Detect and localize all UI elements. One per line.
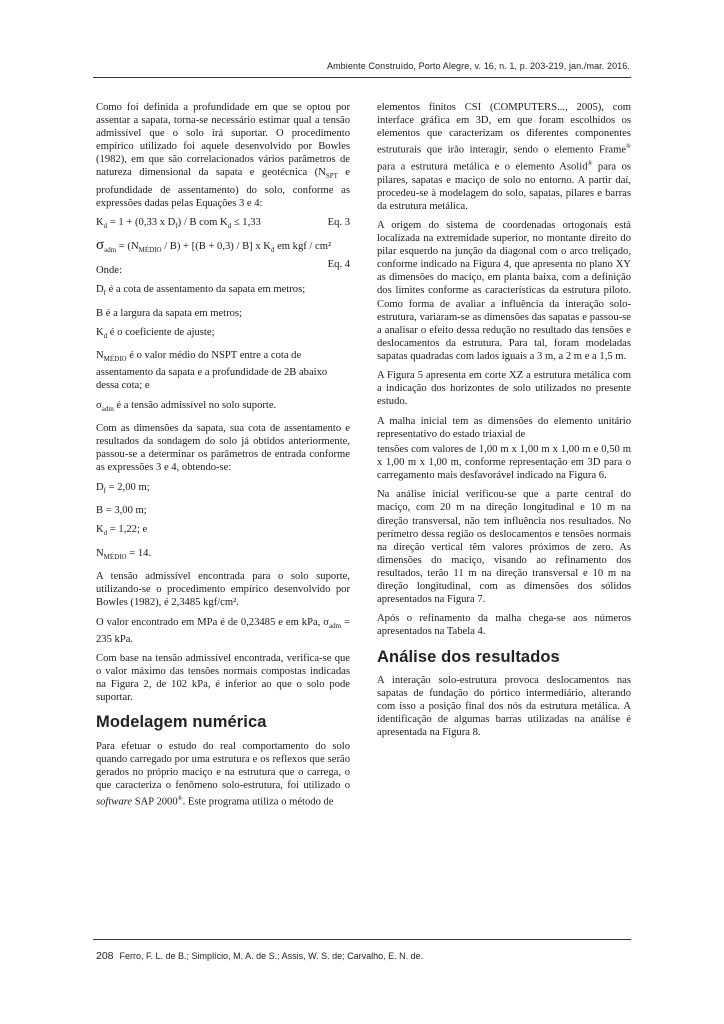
equation-number: Eq. 4 [327,258,350,270]
definition: $D_f$ é a cota de assentamento da sapata em metros; [96,284,306,298]
footer [96,950,423,962]
page-number: 208 [96,950,114,962]
paragraph: Com as dimensões da sapata, sua cota de assentamento e resultados da sondagem do solo já obtidos anteriormente, passou-se a determinar os parâmetros de entrada conforme as expressões 3 e 4, obtendo-se: [96,423,350,474]
running-head: Ambiente Construído, Porto Alegre, v. 16, n. 1, p. 203-219, jan./mar. 2016. [326,61,630,71]
definition: B é a largura da sapata em metros; [96,307,243,319]
header-rule [93,77,631,78]
paragraph: Com base na tensão admissível encontrada, verifica-se que o valor máximo das tensões normais compostas indicadas na Figura 2, de 102 kPa, é inferior ao que o solo pode suportar. [96,653,350,704]
value: $N_{MÉDIO} = 14$. [96,547,152,561]
equation-3: $K_d = 1 + (0,33$ x $D_f$) / B com $K_d \le 1,33$ Eq. 3 [96,216,350,233]
paragraph: A Figura 5 apresenta em corte XZ a estrutura metálica com a indicação dos horizontes de solo utilizados no presente estudo. [377,370,631,408]
section-heading-modelagem: Modelagem numérica [96,713,267,732]
paragraph: Para efetuar o estudo do real comportamento do solo quando carregado por uma estrutura e os reflexos que serão gerados no próprio maciço e na estrutura que o carrega, o que caracteriza o fenômeno solo-estrutura, foi utilizado o software SAP 2000®. Este programa utiliza o método de [96,740,350,808]
paragraph: Na análise inicial verificou-se que a parte central do maciço, com 20 m na direção longitudinal e 10 m na direção transversal, não tem influência nos resultados. No perímetro dessa região os deslocamentos e tensões normais na direção vertical têm valores próximos de zero. As dimensões do maciço, visando ao refinamento dos resultados, terão 11 m na direção transversal e 10 m na direção longitudinal, com as dimensões dos sólidos apresentados na Figura 7. [377,489,631,606]
value: $K_d = 1,22$; e [96,524,148,538]
paragraph: A tensão admissível encontrada para o solo suporte, utilizando-se o procedimento empírico desenvolvido por Bowles (1982), é 2,3485 kgf/cm². [96,571,350,609]
paragraph: O valor encontrado em MPa é de 0,23485 e em kPa, $\sigma_{adm} = 235$ kPa. [96,616,351,645]
paragraph: Onde: [96,264,122,276]
equation-number: Eq. 3 [327,217,350,229]
equation-4: $\sigma_{adm} = (N_{MÉDIO} / B) + [(B + 0,3) / B]$ x $K_d$ em kgf / cm² Eq. 4 [96,237,350,270]
paragraph: tensões com valores de 1,00 m x 1,00 m x 1,00 m e 0,50 m x 1,00 m x 1,00 m, conforme representação em 3D para o carregamento mais desfavorável indicado na Figura 6. [377,443,631,482]
paragraph: A malha inicial tem as dimensões do elemento unitário representativo do estado triaxial de [377,415,631,440]
definition: $\sigma_{adm}$ é a tensão admissível no solo suporte. [96,399,277,413]
definition: $K_d$ é o coeficiente de ajuste; [96,326,215,340]
definition: $N_{MÉDIO}$ é o valor médio do NSPT entre a cota de assentamento da sapata e a profundidade de 2B abaixo dessa cota; e [96,350,328,392]
footer-rule [93,939,631,940]
footer-authors: Ferro, F. L. de B.; Simplício, M. A. de S.; Assis, W. S. de; Carvalho, E. N. de. [119,951,424,961]
right-column [377,101,631,745]
left-column [96,101,350,815]
paragraph: elementos finitos CSI (COMPUTERS..., 2005), com interface gráfica em 3D, em que foram escolhidos os elementos que caracterizam os diferentes componentes estruturais que irão interagir, sendo o elemento Frame® para a estrutura metálica e o elemento Asolid® para os pilares, sapatas e maciço de solo no entorno. A partir daí, procedeu-se à modelagem do solo, sapatas, pilares e barras da estrutura metálica. [377,102,631,212]
paragraph: Como foi definida a profundidade em que se optou por assentar a sapata, torna-se necessário estimar qual a tensão admissível que o solo irá suportar. O procedimento empírico utilizado foi aquele desenvolvido por Bowles (1982), em que são correlacionados vários parâmetros de natureza dimensional da sapata e geotécnica ($N_{SPT}$ e profundidade de assentamento) do solo, conforme as expressões dadas pelas Equações 3 e 4: [96,102,350,209]
paragraph: A interação solo-estrutura provoca deslocamentos nas sapatas de fundação do pórtico intermediário, alterando com isso a posição final dos nós da estrutura metálica. A identificação de algumas barras utilizadas na análise é apresentada na Figura 8. [377,674,631,739]
value: B = 3,00 m; [96,505,147,517]
section-heading-analise: Análise dos resultados [377,647,560,666]
paragraph: A origem do sistema de coordenadas ortogonais está localizada na extremidade superior, no montante direito do pilar esquerdo na junção da diagonal com o arco treliçado, conforme indicado na Figura 4, que apresenta no plano XY as dimensões do maciço, em planta baixa, com a definição dos limites conforme as características da estrutura piloto. Como forma de avaliar a influência da interação solo-estrutura, variaram-se as dimensões das sapatas e passou-se a analisar o efeito dessa redução no resultado das tensões e deslocamentos da estrutura. Para tal, foram modeladas sapatas quadradas com lados iguais a 3 m, a 2 m e a 1,5 m. [377,220,631,362]
paragraph: Após o refinamento da malha chega-se aos números apresentados na Tabela 4. [377,613,631,638]
value: $D_f = 2,00$ m; [96,481,150,495]
